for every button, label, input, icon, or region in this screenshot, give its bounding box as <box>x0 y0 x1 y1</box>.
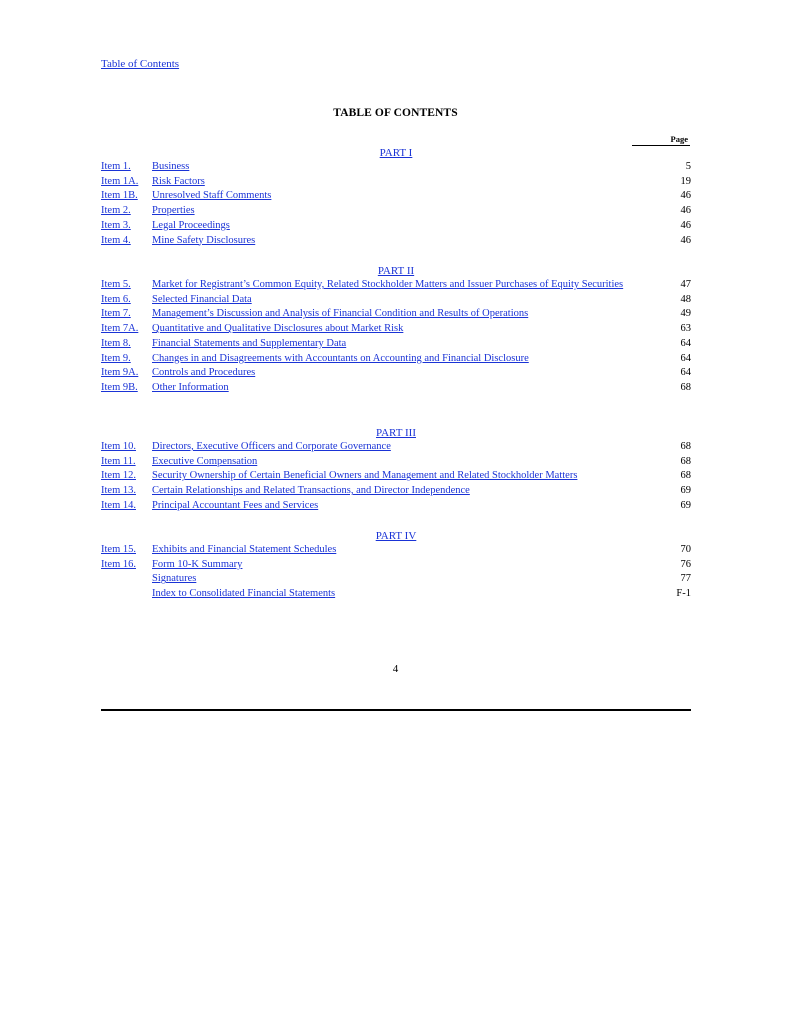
toc-item-page: 76 <box>680 558 691 570</box>
toc-item-title[interactable]: Signatures <box>152 573 197 585</box>
toc-item-page: 70 <box>680 544 691 555</box>
toc-item-title[interactable]: Exhibits and Financial Statement Schedules <box>152 544 337 555</box>
toc-row <box>101 337 691 352</box>
part-2-heading[interactable]: PART II <box>377 265 415 277</box>
toc-row <box>101 160 691 175</box>
toc-item-page: 5 <box>685 161 691 172</box>
toc-row <box>101 234 691 249</box>
toc-item-number[interactable]: Item 2. <box>101 205 131 217</box>
toc-row <box>101 307 691 322</box>
toc-row <box>101 293 691 308</box>
toc-item-title[interactable]: Index to Consolidated Financial Statements <box>152 588 336 600</box>
toc-item-number[interactable]: Item 1. <box>101 161 131 172</box>
toc-item-title[interactable]: Risk Factors <box>152 175 205 187</box>
toc-item-title[interactable]: Directors, Executive Officers and Corporate Governance <box>152 441 391 452</box>
toc-row <box>101 219 691 234</box>
toc-item-number[interactable]: Item 6. <box>101 293 131 305</box>
toc-item-page: 46 <box>680 219 691 231</box>
toc-row <box>101 499 691 514</box>
toc-item-number[interactable]: Item 4. <box>101 234 131 246</box>
toc-row <box>101 455 691 470</box>
toc-row <box>101 175 691 190</box>
toc-item-page: 64 <box>680 367 691 379</box>
toc-item-title[interactable]: Executive Compensation <box>152 455 258 467</box>
toc-item-page: 46 <box>680 234 691 246</box>
toc-item-title[interactable]: Certain Relationships and Related Transactions, and Director Independence <box>152 485 470 497</box>
toc-item-number[interactable]: Item 1B. <box>101 190 138 202</box>
toc-item-page: 47 <box>680 279 691 290</box>
toc-item-title[interactable]: Mine Safety Disclosures <box>152 234 256 246</box>
toc-item-number[interactable]: Item 16. <box>101 558 136 570</box>
toc-row <box>101 484 691 499</box>
toc-item-title[interactable]: Unresolved Staff Comments <box>152 190 272 202</box>
toc-item-number[interactable]: Item 7. <box>101 308 131 320</box>
toc-item-page: 77 <box>680 573 691 585</box>
toc-item-page: F-1 <box>676 588 691 600</box>
toc-item-number[interactable]: Item 9A. <box>101 367 139 379</box>
part-2-section <box>101 264 691 396</box>
part-3-section <box>101 426 691 514</box>
toc-item-page: 68 <box>680 455 691 467</box>
toc-row <box>101 558 691 573</box>
part-4-section <box>101 529 691 602</box>
toc-item-title[interactable]: Management’s Discussion and Analysis of Financial Condition and Results of Operations <box>152 308 529 320</box>
toc-item-page: 49 <box>680 308 691 320</box>
toc-row <box>101 572 691 587</box>
toc-item-number[interactable]: Item 8. <box>101 337 131 349</box>
table-of-contents-link[interactable]: Table of Contents <box>101 58 180 70</box>
toc-item-page: 46 <box>680 190 691 202</box>
toc-row <box>101 543 691 558</box>
toc-item-title[interactable]: Principal Accountant Fees and Services <box>152 499 319 511</box>
toc-row <box>101 366 691 381</box>
toc-item-page: 68 <box>680 470 691 482</box>
toc-item-page: 46 <box>680 205 691 217</box>
toc-item-title[interactable]: Quantitative and Qualitative Disclosures about Market Risk <box>152 323 404 335</box>
toc-row <box>101 440 691 455</box>
page-title: TABLE OF CONTENTS <box>333 107 458 119</box>
toc-item-title[interactable]: Market for Registrant’s Common Equity, Related Stockholder Matters and Issuer Purchases of Equity Securities <box>152 279 624 290</box>
toc-item-title[interactable]: Properties <box>152 205 195 217</box>
toc-item-page: 68 <box>680 441 691 452</box>
toc-item-number[interactable]: Item 15. <box>101 544 136 555</box>
toc-item-page: 64 <box>680 337 691 349</box>
toc-item-page: 69 <box>680 485 691 497</box>
toc-item-number[interactable]: Item 3. <box>101 219 131 231</box>
page-divider <box>101 709 691 711</box>
toc-row <box>101 587 691 602</box>
toc-item-page: 48 <box>680 293 691 305</box>
part-4-heading[interactable]: PART IV <box>375 530 417 542</box>
toc-item-page: 19 <box>680 175 691 187</box>
toc-item-number[interactable]: Item 13. <box>101 485 136 497</box>
toc-item-number[interactable]: Item 9. <box>101 352 131 364</box>
toc-row <box>101 189 691 204</box>
toc-item-title[interactable]: Business <box>152 161 190 172</box>
toc-item-title[interactable]: Changes in and Disagreements with Accountants on Accounting and Financial Disclosure <box>152 352 529 364</box>
toc-item-title[interactable]: Security Ownership of Certain Beneficial Owners and Management and Related Stockholder Matters <box>152 470 578 482</box>
toc-item-page: 68 <box>680 381 691 393</box>
toc-item-number[interactable]: Item 14. <box>101 499 136 511</box>
toc-row <box>101 352 691 367</box>
toc-item-number[interactable]: Item 12. <box>101 470 136 482</box>
toc-item-title[interactable]: Selected Financial Data <box>152 293 252 305</box>
toc-row <box>101 322 691 337</box>
toc-item-title[interactable]: Financial Statements and Supplementary Data <box>152 337 347 349</box>
part-3-heading[interactable]: PART III <box>376 427 416 439</box>
toc-item-number[interactable]: Item 10. <box>101 441 136 452</box>
toc-item-page: 63 <box>680 323 691 335</box>
toc-item-title[interactable]: Legal Proceedings <box>152 219 230 231</box>
toc-item-number[interactable]: Item 7A. <box>101 323 139 335</box>
toc-row <box>101 469 691 484</box>
toc-item-page: 69 <box>680 499 691 511</box>
toc-item-number[interactable]: Item 11. <box>101 455 136 467</box>
toc-row <box>101 278 691 293</box>
page-number: 4 <box>392 663 399 675</box>
toc-item-title[interactable]: Other Information <box>152 381 229 393</box>
toc-item-page: 64 <box>680 352 691 364</box>
part-1-section <box>101 146 691 248</box>
toc-item-title[interactable]: Controls and Procedures <box>152 367 256 379</box>
page-column-label: Page <box>632 134 690 146</box>
toc-item-number[interactable]: Item 9B. <box>101 381 138 393</box>
part-1-heading[interactable]: PART I <box>379 147 413 159</box>
toc-row <box>101 381 691 396</box>
toc-row <box>101 204 691 219</box>
toc-item-title[interactable]: Form 10-K Summary <box>152 558 243 570</box>
toc-item-number[interactable]: Item 5. <box>101 279 131 290</box>
toc-item-number[interactable]: Item 1A. <box>101 175 139 187</box>
